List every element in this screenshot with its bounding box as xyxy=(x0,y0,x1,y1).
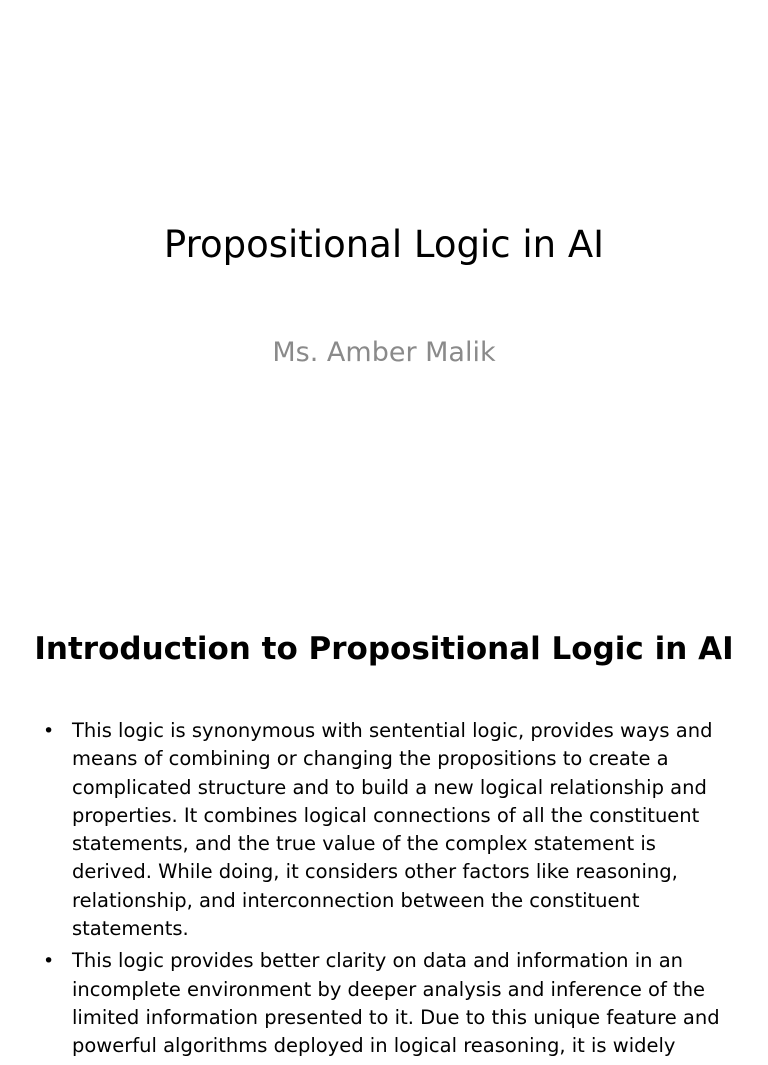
bullet-list xyxy=(43,717,728,1065)
bullet-text: This logic is synonymous with sentential logic, provides ways and means of combining or changing the propositions to create a complicated structure and to build a new logical relationship and properties. It combines logical connections of all the constituent statements, and the true value of the complex statement is derived. While doing, it considers other factors like reasoning, relationship, and interconnection between the constituent statements. xyxy=(72,719,713,941)
bullet-text: This logic provides better clarity on data and information in an incomplete environment by deeper analysis and inference of the limited information presented to it. Due to this unique feature and powerful algorithms deployed in logical reasoning, it is widely xyxy=(72,949,720,1058)
bullet-item xyxy=(43,717,728,943)
slide-subtitle: Ms. Amber Malik xyxy=(272,337,496,368)
bullet-icon: • xyxy=(43,720,55,742)
content-slide xyxy=(0,576,768,1058)
bullet-icon: • xyxy=(43,950,55,973)
bullet-item xyxy=(43,947,728,1060)
content-slide-title: Introduction to Propositional Logic in AI xyxy=(34,631,734,667)
slide-title: Propositional Logic in AI xyxy=(163,223,605,266)
